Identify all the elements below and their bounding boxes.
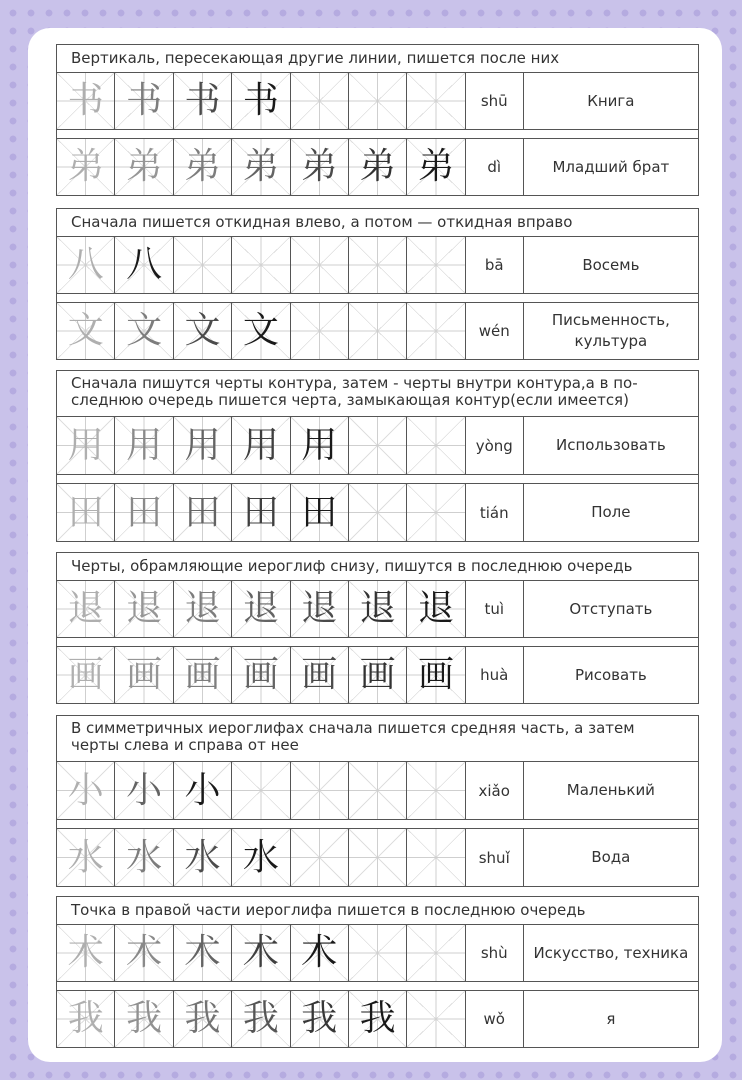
practice-cell: [174, 139, 232, 195]
row-divider: [57, 637, 698, 647]
pinyin: dì: [466, 139, 524, 195]
hanzi-character: 文: [126, 310, 163, 351]
practice-cell: [115, 829, 173, 886]
hanzi-character: 用: [67, 424, 104, 466]
hanzi-character: 用: [242, 424, 279, 466]
practice-cell: [232, 237, 290, 293]
practice-cell: [174, 991, 232, 1047]
pinyin: shù: [466, 925, 524, 981]
hanzi-character: 术: [67, 932, 104, 973]
pinyin: xiǎo: [466, 762, 524, 819]
practice-cell: [291, 647, 349, 703]
practice-cell: [349, 647, 407, 703]
hanzi-character: 弟: [359, 146, 396, 187]
practice-cell: [232, 139, 290, 195]
rule-section: [56, 208, 699, 360]
practice-cell: [174, 581, 232, 637]
practice-cell: [57, 829, 115, 886]
practice-cell: [115, 762, 173, 819]
practice-cell: [349, 303, 407, 359]
practice-cell: [407, 417, 465, 474]
hanzi-character: 画: [184, 654, 221, 695]
practice-cell: [349, 925, 407, 981]
row-divider: [57, 981, 698, 991]
rule-header: [57, 209, 698, 237]
practice-cell: [291, 417, 349, 474]
rule-header: [57, 716, 698, 762]
hanzi-character: 退: [418, 588, 455, 629]
row-divider: [57, 293, 698, 303]
meaning: я: [606, 1009, 616, 1028]
hanzi-character: 田: [67, 491, 104, 533]
practice-cell: [349, 581, 407, 637]
practice-cell: [174, 73, 232, 129]
practice-cell: [115, 925, 173, 981]
character-row: [57, 237, 698, 293]
pinyin: shū: [466, 73, 524, 129]
hanzi-character: 我: [184, 998, 221, 1039]
character-row: [57, 991, 698, 1047]
pinyin: wǒ: [466, 991, 524, 1047]
practice-cell: [349, 484, 407, 541]
hanzi-character: 八: [67, 244, 104, 285]
character-row: [57, 417, 698, 474]
hanzi-character: 书: [242, 80, 279, 121]
hanzi-character: 画: [242, 654, 279, 695]
rule-text: Сначала пишется откидная влево, а потом — откидная вправо: [71, 213, 573, 231]
character-row: [57, 303, 698, 359]
practice-cell: [232, 581, 290, 637]
practice-cell: [174, 303, 232, 359]
practice-cell: [291, 991, 349, 1047]
hanzi-character: 书: [184, 80, 221, 121]
rule-text: В симметричных иероглифах сначала пишется средняя часть, а затем: [71, 719, 635, 737]
rule-section: [56, 552, 699, 704]
practice-cell: [291, 303, 349, 359]
hanzi-character: 弟: [67, 146, 104, 187]
practice-cell: [174, 484, 232, 541]
hanzi-character: 用: [126, 424, 163, 466]
practice-cell: [291, 925, 349, 981]
practice-cell: [349, 417, 407, 474]
rule-text: Сначала пишутся черты контура, затем - черты внутри контура,а в по-: [71, 374, 638, 392]
hanzi-character: 八: [126, 244, 163, 285]
rule-text: Точка в правой части иероглифа пишется в последнюю очередь: [71, 901, 586, 919]
hanzi-character: 画: [418, 654, 455, 695]
practice-cell: [232, 829, 290, 886]
hanzi-character: 弟: [301, 146, 338, 187]
row-divider: [57, 474, 698, 484]
rule-text: Вертикаль, пересекающая другие линии, пишется после них: [71, 49, 560, 67]
character-row: [57, 762, 698, 819]
practice-cell: [115, 73, 173, 129]
practice-cell: [232, 484, 290, 541]
practice-cell: [407, 991, 465, 1047]
practice-cell: [115, 484, 173, 541]
meaning: Маленький: [566, 781, 655, 799]
practice-cell: [115, 237, 173, 293]
hanzi-character: 弟: [242, 146, 279, 187]
hanzi-character: 术: [126, 932, 163, 973]
meaning: Использовать: [556, 436, 666, 454]
character-row: [57, 647, 698, 703]
hanzi-character: 术: [242, 932, 279, 973]
practice-cell: [407, 647, 465, 703]
pinyin: huà: [466, 647, 524, 703]
practice-cell: [174, 417, 232, 474]
rule-text: следнюю очередь пишется черта, замыкающая контур(если имеется): [71, 391, 629, 409]
practice-cell: [291, 829, 349, 886]
rule-section: [56, 370, 699, 542]
practice-cell: [407, 237, 465, 293]
row-divider: [57, 129, 698, 139]
practice-cell: [407, 303, 465, 359]
meaning: Письменность, культура: [551, 311, 670, 350]
hanzi-character: 画: [301, 654, 338, 695]
rule-section: [56, 715, 699, 887]
practice-cell: [407, 581, 465, 637]
character-row: [57, 484, 698, 541]
practice-cell: [115, 647, 173, 703]
hanzi-character: 我: [301, 998, 338, 1039]
hanzi-character: 我: [242, 998, 279, 1039]
hanzi-character: 画: [359, 654, 396, 695]
practice-cell: [349, 991, 407, 1047]
practice-cell: [57, 417, 115, 474]
meaning: Младший брат: [552, 157, 670, 176]
practice-cell: [291, 484, 349, 541]
practice-cell: [349, 139, 407, 195]
hanzi-character: 水: [67, 836, 104, 878]
meaning: Восемь: [582, 255, 640, 274]
practice-cell: [57, 237, 115, 293]
practice-cell: [57, 991, 115, 1047]
rule-header: [57, 553, 698, 581]
hanzi-character: 画: [67, 654, 104, 695]
hanzi-character: 田: [301, 491, 338, 533]
practice-cell: [174, 925, 232, 981]
hanzi-character: 弟: [126, 146, 163, 187]
pinyin: wén: [466, 303, 524, 359]
character-row: [57, 581, 698, 637]
meaning: Рисовать: [574, 665, 647, 684]
practice-cell: [407, 73, 465, 129]
character-row: [57, 139, 698, 195]
hanzi-character: 弟: [184, 146, 221, 187]
pinyin: tián: [466, 484, 524, 541]
practice-cell: [291, 237, 349, 293]
hanzi-character: 术: [301, 932, 338, 973]
practice-cell: [407, 925, 465, 981]
practice-cell: [349, 762, 407, 819]
hanzi-character: 田: [184, 491, 221, 533]
practice-cell: [232, 762, 290, 819]
hanzi-character: 文: [242, 310, 279, 351]
rule-header: [57, 371, 698, 417]
practice-cell: [57, 73, 115, 129]
hanzi-character: 小: [184, 769, 221, 811]
practice-cell: [57, 647, 115, 703]
practice-cell: [232, 417, 290, 474]
hanzi-character: 小: [126, 769, 163, 811]
hanzi-character: 水: [184, 836, 221, 878]
hanzi-character: 用: [184, 424, 221, 466]
rule-section: [56, 44, 699, 196]
practice-cell: [349, 829, 407, 886]
practice-cell: [407, 762, 465, 819]
rule-section: [56, 896, 699, 1048]
hanzi-character: 术: [184, 932, 221, 973]
hanzi-character: 文: [67, 310, 104, 351]
meaning: Вода: [591, 848, 631, 866]
hanzi-character: 书: [126, 80, 163, 121]
meaning: Искусство, техника: [533, 943, 689, 962]
practice-cell: [174, 829, 232, 886]
hanzi-character: 我: [359, 998, 396, 1039]
practice-cell: [291, 762, 349, 819]
practice-cell: [232, 925, 290, 981]
hanzi-character: 退: [242, 588, 279, 629]
hanzi-character: 画: [126, 654, 163, 695]
hanzi-character: 用: [301, 424, 338, 466]
hanzi-character: 我: [67, 998, 104, 1039]
hanzi-character: 我: [126, 998, 163, 1039]
practice-cell: [115, 417, 173, 474]
practice-cell: [57, 762, 115, 819]
practice-cell: [349, 73, 407, 129]
practice-cell: [115, 581, 173, 637]
pinyin: yòng: [466, 417, 524, 474]
hanzi-character: 田: [242, 491, 279, 533]
practice-cell: [349, 237, 407, 293]
hanzi-character: 退: [126, 588, 163, 629]
pinyin: bā: [466, 237, 524, 293]
practice-cell: [291, 581, 349, 637]
pinyin: shuǐ: [466, 829, 524, 886]
practice-cell: [232, 991, 290, 1047]
practice-cell: [57, 581, 115, 637]
hanzi-character: 水: [242, 836, 279, 878]
hanzi-character: 退: [67, 588, 104, 629]
hanzi-character: 文: [184, 310, 221, 351]
hanzi-character: 弟: [418, 146, 455, 187]
rule-text: Черты, обрамляющие иероглиф снизу, пишутся в последнюю очередь: [71, 557, 633, 575]
meaning: Книга: [587, 91, 635, 110]
rule-header: [57, 45, 698, 73]
practice-cell: [174, 762, 232, 819]
hanzi-character: 田: [126, 491, 163, 533]
practice-cell: [57, 303, 115, 359]
character-row: [57, 925, 698, 981]
rule-header: [57, 897, 698, 925]
practice-cell: [115, 139, 173, 195]
hanzi-character: 退: [359, 588, 396, 629]
practice-cell: [232, 647, 290, 703]
practice-cell: [232, 303, 290, 359]
practice-cell: [57, 484, 115, 541]
practice-cell: [407, 484, 465, 541]
practice-cell: [57, 139, 115, 195]
practice-cell: [115, 991, 173, 1047]
meaning: Поле: [591, 503, 631, 521]
practice-cell: [291, 139, 349, 195]
character-row: [57, 73, 698, 129]
hanzi-character: 退: [301, 588, 338, 629]
character-row: [57, 829, 698, 886]
practice-cell: [232, 73, 290, 129]
rule-text: черты слева и справа от нее: [71, 736, 299, 754]
hanzi-character: 小: [67, 769, 104, 811]
practice-cell: [407, 829, 465, 886]
hanzi-character: 退: [184, 588, 221, 629]
row-divider: [57, 819, 698, 829]
meaning: Отступать: [569, 599, 653, 618]
hanzi-character: 书: [67, 80, 104, 121]
practice-cell: [115, 303, 173, 359]
practice-cell: [57, 925, 115, 981]
practice-cell: [174, 237, 232, 293]
hanzi-character: 水: [126, 836, 163, 878]
practice-cell: [291, 73, 349, 129]
pinyin: tuì: [466, 581, 524, 637]
practice-cell: [174, 647, 232, 703]
practice-cell: [407, 139, 465, 195]
